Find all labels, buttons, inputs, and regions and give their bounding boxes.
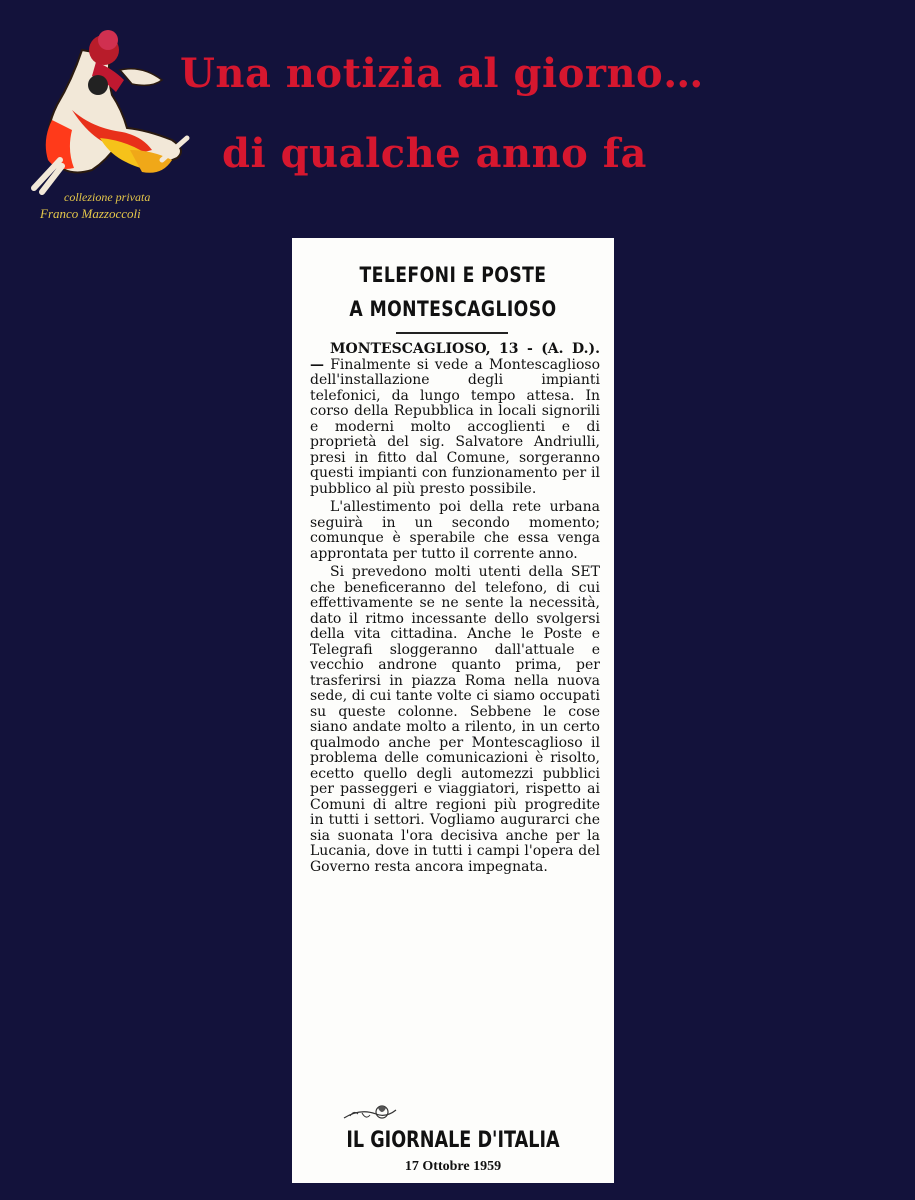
- article-paragraph-3: Si prevedono molti utenti della SET che beneficeranno del telefono, di cui effettivamente se ne sente la necessità, dato il ritmo incessante dello svolgersi della vita cittadina. Anche le Poste e Telegrafi sloggeranno dall'attuale e vecchio androne quanto prima, per trasferirsi in piazza Roma nella nuova sede, di cui tante volte ci siamo occupati su queste colonne. Sebbene le cose siano andate molto a rilento, in un certo qualmodo anche per Montescaglioso il problema delle comunicazioni è risolto, ecetto quello degli automezzi pubblici per passeggeri e viaggiatori, rispetto ai Comuni di altre regioni più progredite in tutti i settori. Vogliamo augurarci che sia suonata l'ora decisiva anche per la Lucania, dove in tutti i campi l'opera del Governo resta ancora impegnata.: [310, 564, 600, 875]
- article-paragraph-2: L'allestimento poi della rete urbana seguirà in un secondo momento; comunque è sperabile che essa venga approntata per tutto il corrente anno.: [310, 499, 600, 562]
- page-headline-line1: Una notizia al giorno…: [180, 50, 704, 97]
- article-title-line2: A MONTESCAGLIOSO: [349, 297, 557, 321]
- publication-date: 17 Ottobre 1959: [404, 1159, 502, 1174]
- collection-logo: [12, 10, 197, 225]
- dancer-figure-icon: [12, 10, 197, 195]
- logo-caption-collection: collezione privata: [64, 190, 151, 204]
- article-dateline: MONTESCAGLIOSO, 13 - (A. D.). —: [310, 341, 600, 373]
- article-paragraph-1: [310, 342, 600, 497]
- article-paragraph-1-text: Finalmente si vede a Montescaglioso dell'installazione degli impianti telefonici, da lungo tempo attesa. In corso della Repubblica in locali signorili e moderni molto accoglienti e di proprietà del sig. Salvatore Andriulli, presi in fitto dal Comune, sorgeranno questi impianti con funzionamento per il pubblico al più presto possibile.: [310, 356, 600, 497]
- title-divider: [396, 332, 508, 334]
- article-body: [310, 342, 600, 878]
- newspaper-name: IL GIORNALE D'ITALIA: [346, 1128, 560, 1153]
- flower-ornament-icon: [340, 1100, 400, 1126]
- newspaper-clipping: [292, 238, 614, 1183]
- article-title-line1: TELEFONI E POSTE: [359, 263, 547, 287]
- page-headline-line2: di qualche anno fa: [222, 130, 647, 177]
- logo-caption-owner: Franco Mazzoccoli: [40, 206, 141, 221]
